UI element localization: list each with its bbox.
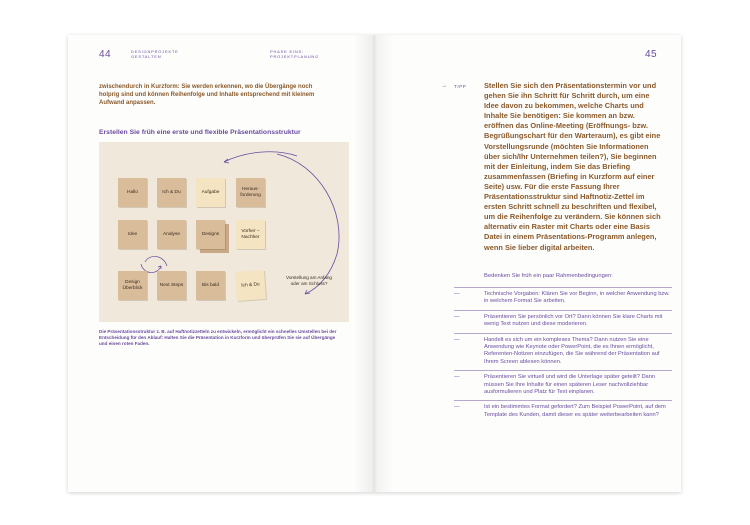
page-number-left: 44 (99, 49, 112, 60)
note-next-steps: Next Steps (157, 271, 186, 300)
note-designs: Designs (196, 220, 225, 249)
section-heading: Erstellen Sie früh eine erste und flexible Präsentationsstruktur (99, 129, 301, 136)
list-item: — Handelt es sich um ein komplexes Thema? Dann nutzen Sie eine Anwendung wie Keynote oder PowerPoint, die es Ihnen ermöglicht, Referenten-Notizen einzufügen, die Sie während der Präsentation auf Ihrem Screen ablesen können. (454, 333, 672, 371)
intro-paragraph: zwischendurch in Kurzform: Sie werden erkennen, wo die Übergänge noch holprig sind und können Reihenfolge und Inhalte entsprechend mit kleinem Aufwand anpassen. (99, 84, 315, 106)
dash-icon: — (454, 374, 460, 381)
note-design-ueberblick: Design Überblick (118, 271, 147, 300)
figure-annotation: Vorstellung am Anfang oder am Schluss? (286, 275, 332, 286)
page-number-right: 45 (645, 49, 658, 60)
conditions-intro: Bedenken Sie früh ein paar Rahmenbedingungen: (484, 273, 613, 279)
list-item: — Präsentieren Sie virtuell und wird die Unterlage später geteilt? Dann müssen Sie Ihre Inhalte für einen späteren Leser nachvollziehbar ausformulieren und Platz für Text einplanen. (454, 370, 672, 400)
list-item: — Technische Vorgaben: Klären Sie vor Beginn, in welcher Anwendung bzw. in welchem Format Sie arbeiten. (454, 287, 672, 310)
figure-caption: Die Präsentationsstruktur z. B. auf Haftnotizzetteln zu entwickeln, ermöglicht ein schnelles Umstellen bei der Entscheidung für den Ablauf: Halten Sie die Präsentation in Kurzform und überprüfen Sie sie auf Übergänge und einen roten Faden. (99, 329, 337, 347)
note-hallo: Hallo (118, 178, 147, 207)
conditions-list (454, 287, 672, 423)
note-idee: Idee (118, 220, 147, 249)
arrow-right-icon: → (441, 83, 447, 89)
running-head-left: DESIGNPROJEKTE GESTALTEN (131, 49, 179, 59)
note-analyse: Analyse (157, 220, 186, 249)
dash-icon: — (454, 404, 460, 411)
note-ich-du: Ich & Du (157, 178, 186, 207)
running-head-right: PHASE EINS: PROJEKTPLANUNG (270, 49, 319, 59)
note-bis-bald: Bis bald (196, 271, 225, 300)
dash-icon: — (454, 291, 460, 297)
list-item: — Präsentieren Sie persönlich vor Ort? Dann können Sie klare Charts mit wenig Text nutzen und diese moderieren. (454, 310, 672, 333)
note-vorher-nachher: Vorher – Nachher (236, 220, 265, 249)
tipp-label: TIPP (454, 84, 467, 89)
dash-icon: — (454, 313, 460, 320)
list-item: — Ist ein bestimmtes Format gefordert? Zum Beispiel PowerPoint, auf dem Template des Kunden, damit dieser es später weiterbearbeiten kann? (454, 400, 672, 423)
sticky-notes-figure (99, 142, 349, 322)
note-aufgabe: Aufgabe (196, 178, 225, 207)
note-ich-du-alt: Ich & Du (235, 270, 266, 301)
dash-icon: — (454, 336, 460, 343)
book-spread (68, 35, 681, 492)
tipp-paragraph: Stellen Sie sich den Präsentationstermin vor und gehen Sie ihn Schritt für Schritt durch, um eine Idee davon zu bekommen, welche Charts und Inhalte Sie benötigen: Sie kommen an bzw. eröffnen das Online-Meeting (Eröffnungs- bzw. Begrüßungschart für den Warteraum), es gibt eine Vorstellungsrunde (möchten Sie Informationen über sich/Ihr Unternehmen teilen?), Sie beginnen mit der Einleitung, indem Sie das Briefing zusammenfassen (Briefing in Kurzform auf einer Seite) usw. Für die erste Fassung Ihrer Präsentationsstruktur sind Haftnotiz-Zettel im ersten Schritt schnell zu beschriften und flexibel, um die Reihenfolge zu verändern. Sie können sich alternativ ein Raster mit Charts oder eine Basis Datei in einem Präsentations-Programm anlegen, wenn Sie lieber digital arbeiten. (484, 81, 661, 252)
left-page (68, 35, 374, 492)
note-herausforderung: Heraus-forderung (236, 178, 265, 207)
